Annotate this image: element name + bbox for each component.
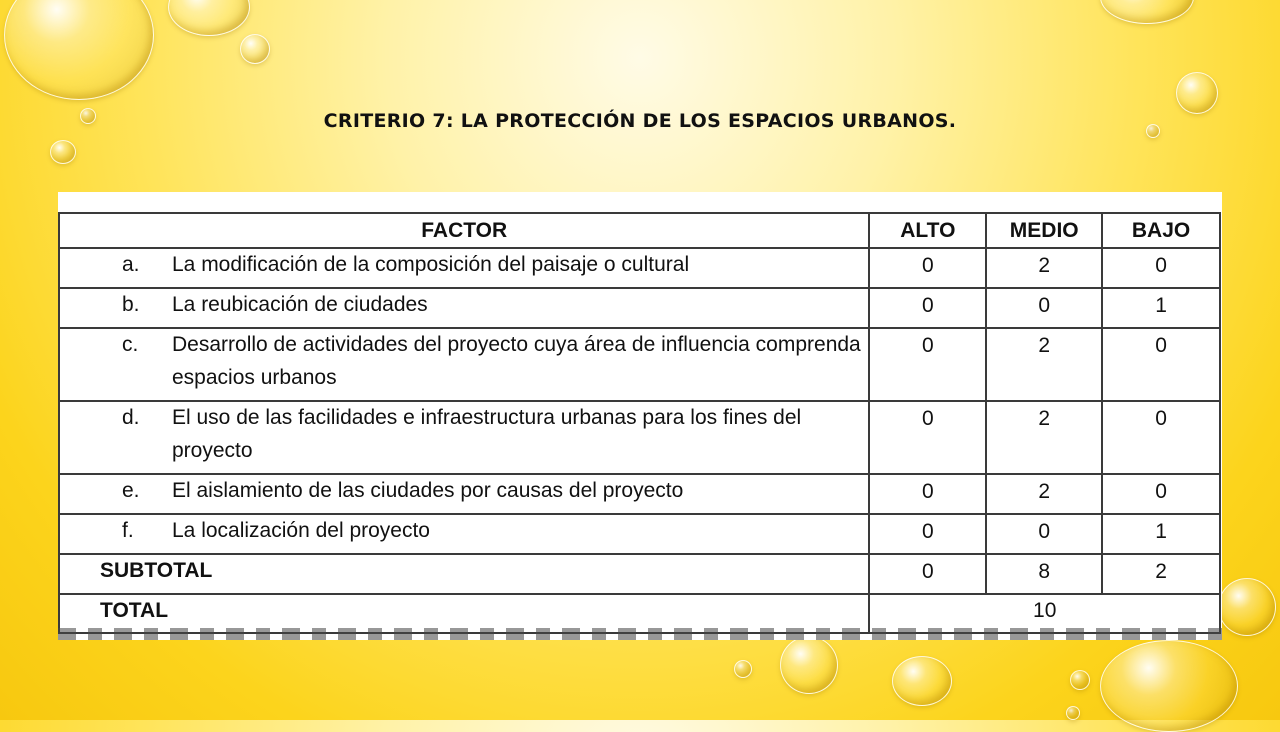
subtotal-medio: 8 bbox=[986, 554, 1102, 594]
header-alto: ALTO bbox=[869, 213, 986, 248]
factor-cell bbox=[59, 514, 869, 554]
water-drop-decoration bbox=[50, 140, 76, 164]
header-bajo: BAJO bbox=[1102, 213, 1220, 248]
factor-letter: f. bbox=[122, 519, 134, 542]
criteria-table bbox=[58, 212, 1221, 634]
factor-text: El aislamiento de las ciudades por causas del proyecto bbox=[172, 479, 684, 502]
table-row bbox=[59, 401, 1220, 474]
table-image bbox=[58, 192, 1222, 640]
slide-title: CRITERIO 7: LA PROTECCIÓN DE LOS ESPACIOS URBANOS. bbox=[323, 110, 957, 132]
bajo-value: 0 bbox=[1102, 474, 1220, 514]
table-row bbox=[59, 328, 1220, 401]
factor-letter: a. bbox=[122, 253, 140, 276]
water-drop-decoration bbox=[780, 636, 838, 694]
factor-text: La modificación de la composición del paisaje o cultural bbox=[172, 253, 690, 276]
factor-cell bbox=[59, 474, 869, 514]
alto-value: 0 bbox=[869, 288, 986, 328]
header-medio: MEDIO bbox=[986, 213, 1102, 248]
factor-cell bbox=[59, 288, 869, 328]
cropped-text-line bbox=[58, 628, 1222, 640]
factor-text: La localización del proyecto bbox=[172, 519, 430, 542]
factor-cell bbox=[59, 328, 869, 401]
alto-value: 0 bbox=[869, 401, 986, 474]
alto-value: 0 bbox=[869, 514, 986, 554]
water-drop-decoration bbox=[1100, 640, 1238, 732]
table-row bbox=[59, 474, 1220, 514]
bajo-value: 0 bbox=[1102, 248, 1220, 288]
factor-cell bbox=[59, 401, 869, 474]
table-row bbox=[59, 288, 1220, 328]
alto-value: 0 bbox=[869, 328, 986, 401]
table-header-row bbox=[59, 213, 1220, 248]
subtotal-bajo: 2 bbox=[1102, 554, 1220, 594]
factor-letter: e. bbox=[122, 479, 140, 502]
subtotal-alto: 0 bbox=[869, 554, 986, 594]
water-drop-decoration bbox=[892, 656, 952, 706]
water-drop-decoration bbox=[240, 34, 270, 64]
factor-cell bbox=[59, 248, 869, 288]
table-row bbox=[59, 248, 1220, 288]
medio-value: 0 bbox=[986, 288, 1102, 328]
water-drop-decoration bbox=[1176, 72, 1218, 114]
factor-letter: d. bbox=[122, 406, 140, 429]
bajo-value: 1 bbox=[1102, 514, 1220, 554]
factor-letter: b. bbox=[122, 293, 140, 316]
table-row bbox=[59, 514, 1220, 554]
total-value: 10 bbox=[869, 594, 1220, 633]
medio-value: 0 bbox=[986, 514, 1102, 554]
factor-text: La reubicación de ciudades bbox=[172, 293, 428, 316]
water-drop-decoration bbox=[168, 0, 250, 36]
medio-value: 2 bbox=[986, 328, 1102, 401]
factor-text: Desarrollo de actividades del proyecto cuya área de influencia comprenda espacios urbanos bbox=[172, 333, 861, 389]
medio-value: 2 bbox=[986, 401, 1102, 474]
bajo-value: 1 bbox=[1102, 288, 1220, 328]
water-drop-decoration bbox=[734, 660, 752, 678]
factor-letter: c. bbox=[122, 333, 139, 356]
total-label: TOTAL bbox=[59, 594, 869, 633]
medio-value: 2 bbox=[986, 474, 1102, 514]
water-drop-decoration bbox=[4, 0, 154, 100]
water-drop-decoration bbox=[1100, 0, 1194, 24]
water-drop-decoration bbox=[1066, 706, 1080, 720]
header-factor: FACTOR bbox=[59, 213, 869, 248]
subtotal-row bbox=[59, 554, 1220, 594]
water-drop-decoration bbox=[1218, 578, 1276, 636]
medio-value: 2 bbox=[986, 248, 1102, 288]
bajo-value: 0 bbox=[1102, 328, 1220, 401]
alto-value: 0 bbox=[869, 474, 986, 514]
subtotal-label: SUBTOTAL bbox=[59, 554, 869, 594]
water-drop-decoration bbox=[1070, 670, 1090, 690]
bajo-value: 0 bbox=[1102, 401, 1220, 474]
factor-text: El uso de las facilidades e infraestructura urbanas para los fines del proyecto bbox=[172, 406, 802, 462]
alto-value: 0 bbox=[869, 248, 986, 288]
